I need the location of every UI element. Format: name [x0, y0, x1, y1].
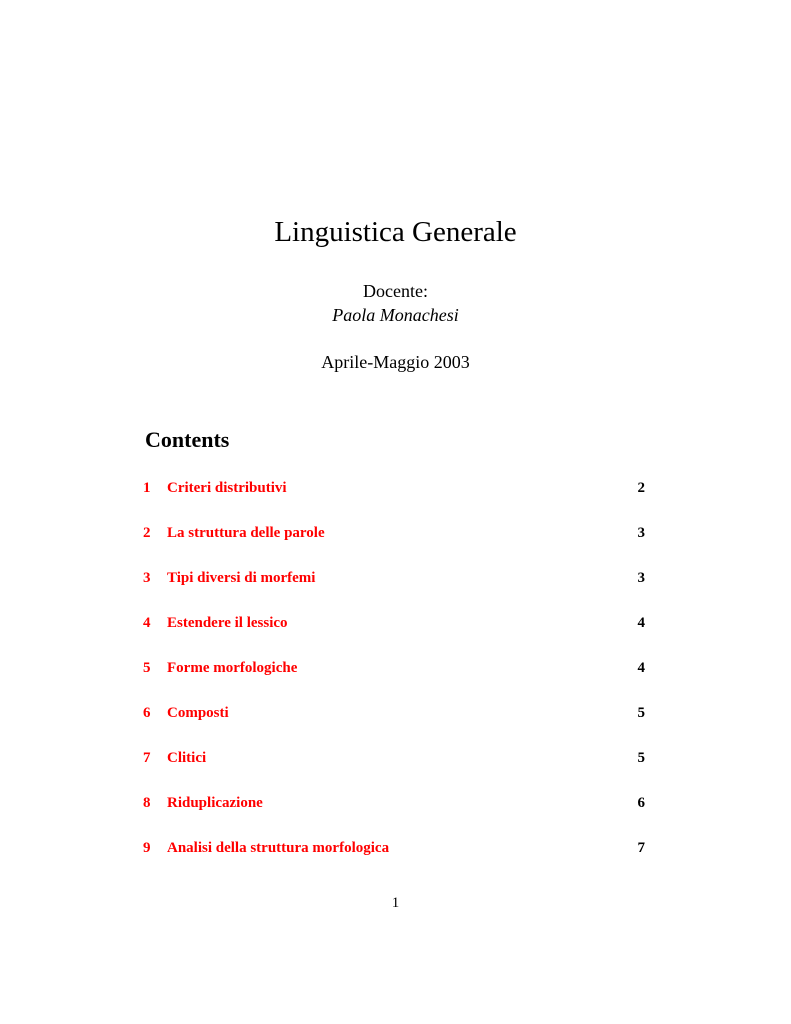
- page-number: 1: [391, 895, 400, 911]
- toc-entry-title[interactable]: Composti: [167, 705, 229, 721]
- toc-entry-6[interactable]: [143, 703, 647, 723]
- contents-heading: Contents: [145, 427, 230, 452]
- toc-entry-title[interactable]: Riduplicazione: [167, 795, 263, 811]
- toc-entry-3[interactable]: [143, 568, 647, 588]
- toc-entry-number[interactable]: 5: [143, 660, 151, 676]
- toc-entry-title[interactable]: Clitici: [167, 750, 207, 766]
- toc-entry-page[interactable]: 4: [637, 660, 645, 676]
- toc-entry-title[interactable]: Criteri distributivi: [167, 480, 287, 496]
- toc-entry-page[interactable]: 4: [637, 615, 645, 631]
- toc-entry-number[interactable]: 4: [143, 615, 151, 631]
- docente-name: Paola Monachesi: [332, 305, 459, 325]
- toc-entry-page[interactable]: 2: [637, 480, 645, 496]
- toc-entry-number[interactable]: 3: [143, 570, 151, 586]
- toc-entry-number[interactable]: 1: [143, 480, 151, 496]
- toc-entry-page[interactable]: 5: [637, 705, 645, 721]
- toc-entry-page[interactable]: 3: [637, 525, 645, 541]
- toc-entry-4[interactable]: [143, 613, 647, 633]
- toc-entry-number[interactable]: 8: [143, 795, 151, 811]
- toc-entry-title[interactable]: Estendere il lessico: [167, 615, 288, 631]
- toc-entry-page[interactable]: 6: [637, 795, 645, 811]
- toc-entry-title[interactable]: La struttura delle parole: [167, 525, 325, 541]
- toc-entry-7[interactable]: [143, 748, 647, 768]
- toc-entry-page[interactable]: 5: [637, 750, 645, 766]
- toc-entry-number[interactable]: 6: [143, 705, 151, 721]
- toc-entry-1[interactable]: [143, 478, 647, 498]
- docente-label: Docente:: [363, 281, 428, 301]
- toc-entry-2[interactable]: [143, 523, 647, 543]
- toc-entry-number[interactable]: 7: [143, 750, 151, 766]
- toc-entry-title[interactable]: Tipi diversi di morfemi: [167, 570, 316, 586]
- toc-entry-page[interactable]: 7: [637, 840, 645, 856]
- toc-entry-8[interactable]: [143, 793, 647, 813]
- toc-entry-number[interactable]: 9: [143, 840, 151, 856]
- document-title: Linguistica Generale: [274, 216, 517, 248]
- toc-entry-title[interactable]: Forme morfologiche: [167, 660, 298, 676]
- toc-entry-number[interactable]: 2: [143, 525, 151, 541]
- toc-entry-9[interactable]: [143, 838, 647, 858]
- document-date: Aprile-Maggio 2003: [321, 352, 470, 372]
- toc-entry-title[interactable]: Analisi della struttura morfologica: [167, 840, 390, 856]
- toc-entry-5[interactable]: [143, 658, 647, 678]
- toc-entry-page[interactable]: 3: [637, 570, 645, 586]
